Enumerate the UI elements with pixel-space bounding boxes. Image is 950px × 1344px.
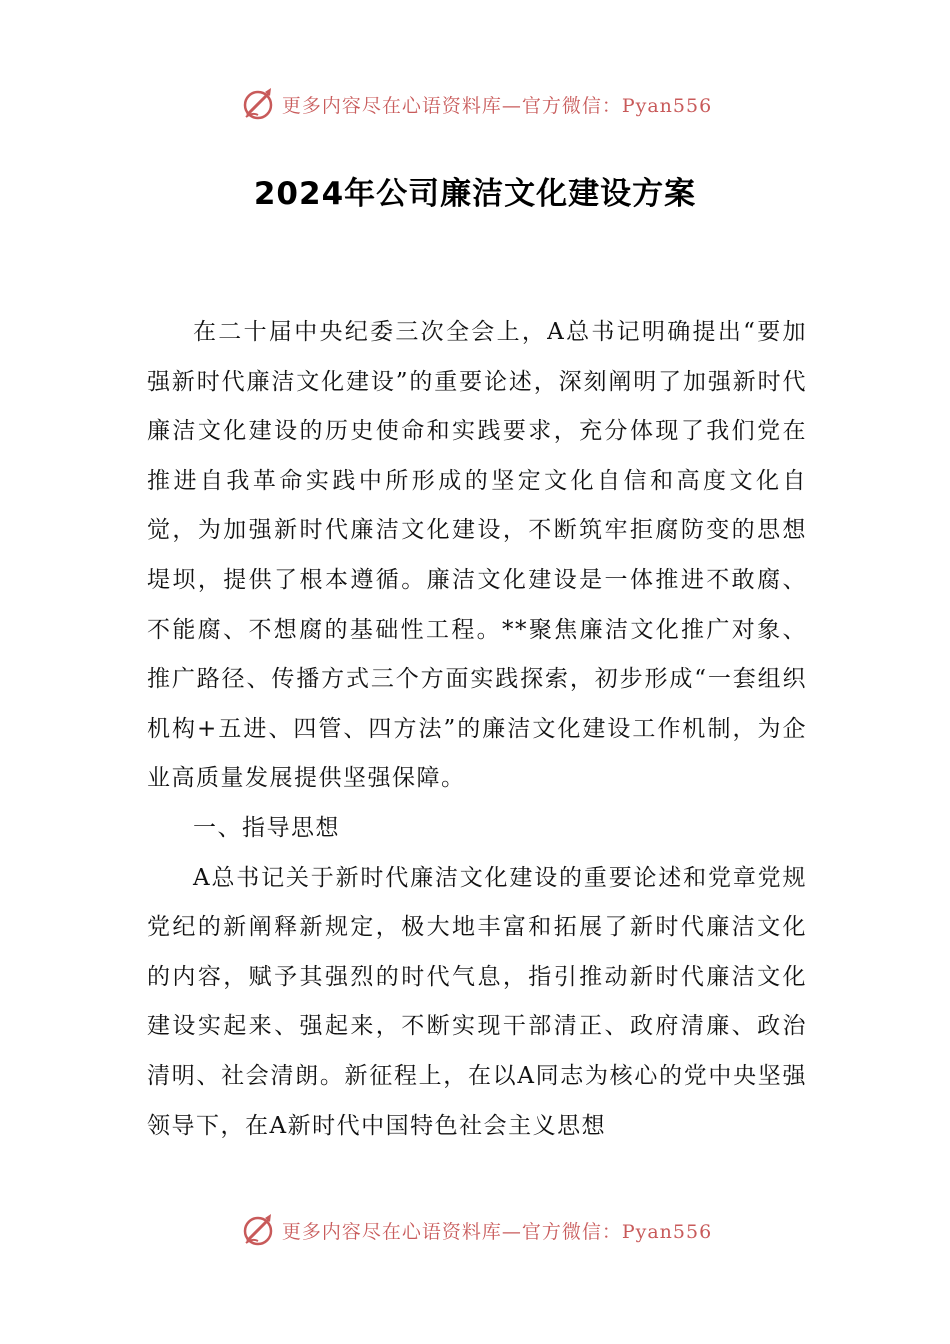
watermark-text: 更多内容尽在心语资料库—官方微信：Pyan556 bbox=[281, 1220, 713, 1243]
section-heading: 一、指导思想 bbox=[193, 814, 340, 841]
watermark-banner-bottom bbox=[0, 1208, 950, 1252]
pen-logo-icon bbox=[238, 84, 278, 124]
watermark-text: 更多内容尽在心语资料库—官方微信：Pyan556 bbox=[281, 94, 713, 117]
watermark-banner-top bbox=[0, 82, 950, 126]
section-paragraph: A总书记关于新时代廉洁文化建设的重要论述和党章党规党纪的新阐释新规定，极大地丰富和拓展了新时代廉洁文化的内容，赋予其强烈的时代气息，指引推动新时代廉洁文化建设实起来、强起来，不断实现干部清正、政府清廉、政治清明、社会清朗。新征程上，在以A同志为核心的党中央坚强领导下，在A新时代中国特色社会主义思想 bbox=[147, 864, 807, 1139]
document-title: 2024年公司廉洁文化建设方案 bbox=[253, 176, 697, 212]
pen-logo-icon bbox=[238, 1210, 278, 1250]
intro-paragraph: 在二十届中央纪委三次全会上，A总书记明确提出“要加强新时代廉洁文化建设”的重要论述，深刻阐明了加强新时代廉洁文化建设的历史使命和实践要求，充分体现了我们党在推进自我革命实践中所形成的坚定文化自信和高度文化自觉，为加强新时代廉洁文化建设，不断筑牢拒腐防变的思想堤坝，提供了根本遵循。廉洁文化建设是一体推进不敢腐、不能腐、不想腐的基础性工程。**聚焦廉洁文化推广对象、推广路径、传播方式三个方面实践探索，初步形成“一套组织机构+五进、四管、四方法”的廉洁文化建设工作机制，为企业高质量发展提供坚强保障。 bbox=[147, 319, 807, 792]
document-body bbox=[147, 308, 807, 1151]
